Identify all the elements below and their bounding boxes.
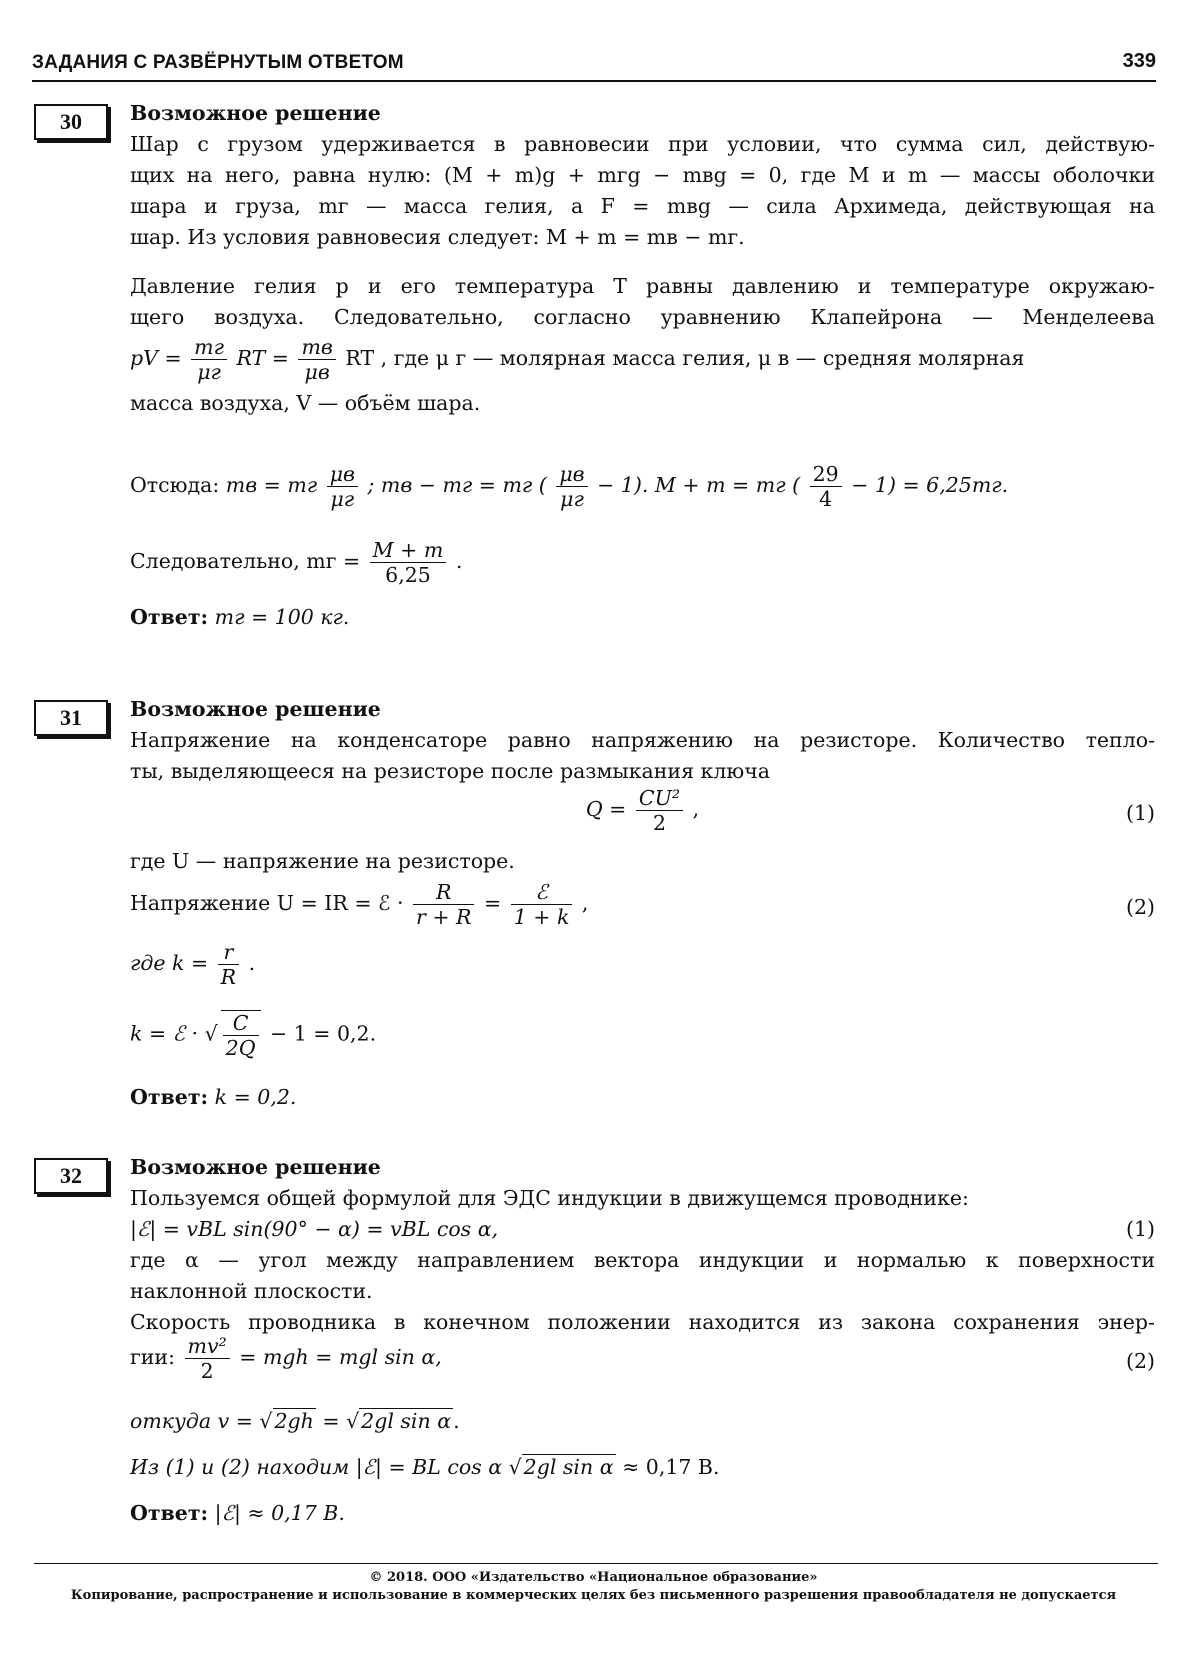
fraction: $\frac{M + m}{6,25}$ (370, 538, 447, 587)
velocity-equation: откуда v = √2gh = √2gl sin α. (130, 1409, 460, 1433)
solution-heading: Возможное решение (130, 101, 381, 125)
page-header (32, 50, 1156, 82)
equation-number: (2) (1125, 895, 1155, 919)
task-30-solution (130, 98, 1155, 253)
task-number-32: 32 (34, 1158, 108, 1194)
answer-value: |ℰ| ≈ 0,17 В. (214, 1501, 345, 1525)
task-number-31: 31 (34, 700, 108, 736)
text-line: Скорость проводника в конечном положении находится из закона сохранения энер- (130, 1310, 1155, 1334)
task-31-solution (130, 694, 1155, 787)
answer-value: mг = 100 кг. (214, 605, 350, 629)
task-32-answer (130, 1498, 1155, 1529)
text-line: щих на него, равна нулю: (M + m)g + mгg − mвg = 0, где M и m — массы оболочки (130, 163, 1155, 187)
text-line: шара и груза, mг — масса гелия, а F = mвg — сила Архимеда, действующая на (130, 194, 1155, 218)
equation-2: Напряжение U = IR = ℰ · $\frac{R}{r + R}$ = $\frac{\text{ℰ}}{1 + k}$ , (2) (130, 880, 1155, 929)
equation-1: |ℰ| = vBL sin(90° − α) = vBL cos α, (1) (130, 1214, 1155, 1245)
answer-value: k = 0,2. (214, 1085, 297, 1109)
fraction: $\frac{\text{ℰ}}{1 + k}$ (511, 880, 573, 929)
fraction: $\frac{29}{4}$ (810, 462, 842, 511)
fraction: $\frac{R}{r + R}$ (413, 880, 474, 929)
text-line: Давление гелия p и его температура T равны давлению и температуре окружаю- (130, 274, 1155, 298)
fraction: $\frac{r}{R}$ (218, 940, 239, 989)
solution-heading: Возможное решение (130, 1155, 381, 1179)
answer-label: Ответ: (130, 1501, 209, 1525)
task-31-answer (130, 1082, 1155, 1113)
sled-equation: Следовательно, mг = $\frac{M + m}{6,25}$ . (130, 538, 463, 587)
fraction: $\frac{\text{mv²}}{2}$ (185, 1334, 230, 1383)
text-line: Пользуемся общей формулой для ЭДС индукции в движущемся проводнике: (130, 1186, 969, 1210)
equation-2: гии: $\frac{\text{mv²}}{2}$ = mgh = mgl sin α, (2) (130, 1334, 1155, 1383)
k-definition: где k = $\frac{r}{R}$ . (130, 940, 256, 989)
clapeyron-equation: pV = $\frac{mг}{\mu г}$ RT = $\frac{mв}{\mu в}$ RT , где μ г — молярная масса гелия, μ в — средняя молярная (130, 335, 1025, 384)
answer-label: Ответ: (130, 1085, 209, 1109)
page-number: 339 (1122, 50, 1156, 72)
solution-heading: Возможное решение (130, 697, 381, 721)
text-line: щего воздуха. Следовательно, согласно уравнению Клапейрона — Менделеева (130, 305, 1155, 329)
footer-divider (34, 1563, 1158, 1564)
text-line: Напряжение на конденсаторе равно напряжению на резисторе. Количество тепло- (130, 728, 1155, 752)
task-32-solution (130, 1152, 1155, 1338)
footer-notice: Копирование, распространение и использование в коммерческих целях без письменного разрешения правообладателя не допускается (70, 1588, 1117, 1603)
result-equation: Из (1) и (2) находим |ℰ| = BL cos α √2gl sin α ≈ 0,17 В. (130, 1455, 720, 1479)
task-number-30: 30 (34, 104, 108, 140)
equation-number: (1) (1125, 801, 1155, 825)
text-line: масса воздуха, V — объём шара. (130, 391, 481, 415)
text-line: шар. Из условия равновесия следует: M + m = mв − mг. (130, 225, 745, 249)
equation-number: (1) (1125, 1217, 1155, 1241)
answer-label: Ответ: (130, 605, 209, 629)
text-line: Шар с грузом удерживается в равновесии при условии, что сумма сил, действую- (130, 132, 1155, 156)
task-30-paragraph-2 (130, 271, 1155, 419)
task-30-answer (130, 602, 1155, 633)
equation-number: (2) (1125, 1349, 1155, 1373)
section-title: ЗАДАНИЯ С РАЗВЁРНУТЫМ ОТВЕТОМ (32, 52, 404, 73)
text-line: где U — напряжение на резисторе. (130, 849, 515, 873)
fraction: $\frac{\text{CU²}}{2}$ (636, 786, 683, 835)
k-calculation: k = ℰ · √ $\frac{C}{2Q}$ − 1 = 0,2. (130, 1011, 377, 1060)
otsyuda-equation: Отсюда: mв = mг $\frac{\mu в}{\mu г}$ ; mв − mг = mг ( $\frac{\mu в}{\mu г}$ − 1). M + m = mг ( $\frac{29}{4}$ − 1) = 6,25mг. (130, 462, 1009, 511)
text-line: ты, выделяющееся на резисторе после размыкания ключа (130, 759, 771, 783)
equation-1: Q = $\frac{\text{CU²}}{2}$ , (1) (585, 786, 1155, 835)
text-line: где α — угол между направлением вектора индукции и нормалью к поверхности (130, 1248, 1155, 1272)
fraction: $\frac{mв}{\mu в}$ (298, 335, 335, 384)
footer-copyright: © 2018. ООО «Издательство «Национальное образование» (369, 1570, 818, 1585)
fraction: $\frac{mг}{\mu г}$ (191, 335, 227, 384)
text-line: наклонной плоскости. (130, 1279, 373, 1303)
fraction: $\frac{\mu в}{\mu г}$ (556, 462, 587, 511)
fraction: $\frac{C}{2Q}$ (221, 1010, 261, 1060)
fraction: $\frac{\mu в}{\mu г}$ (327, 462, 358, 511)
